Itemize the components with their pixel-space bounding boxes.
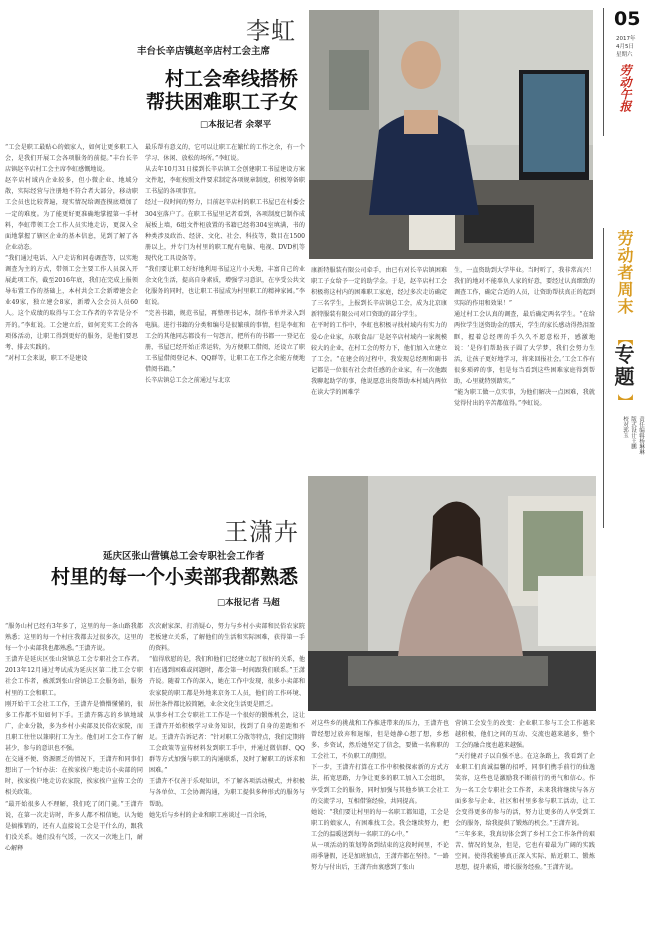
section-divider [603, 228, 604, 528]
article1-byline: □本报记者 余翠平 [200, 120, 272, 130]
credits [606, 416, 646, 516]
masthead-divider [603, 8, 604, 136]
article1-col2: 最乐帮有意义的，它可以让职工在繁忙的工作之余，有一个学习、休闲、放松的场所。”李虹说。 从去年10月31日接到长辛店镇工会创建职工书屋建设方案文件起，李虹按照文件要求制定各项规章制度，积极筹备职工书屋的各项事宜。 经过一段时间的努力，目前赵辛店村的职工书屋已在村委会304室落户了。在职工书屋里记者看到，各项制度已制作成展板上墙，6组文件柜放置的书籍已经将304室填满，书的种类涉及政治、经济、文化、社会、科技等，数目在1500册以上，并专门为村里的职工配有电脑、电视、DVD机等现代化工具设备等。 “我们要让职工好好地利用书屋这片小天地，丰富自己的业余文化生活，提高自身素质，增强学习意识，在享受公共文化服务的同时，也让职工书屋成为村里职工的精神家园。”李虹说。 “完善书籍，规范书屋，再整理书记本，制作书单并录入到电脑。进行书籍的分类和编号是很繁琐的事情，但是李虹和工会的其他同志都没有一句怨言，把所有的书都一一登记在册，书屋已经开始正常运转，为方便职工借阅，还设立了职工书屋借阅登记本、QQ群等，让职工在工作之余能方便地借阅书籍。” 长辛店镇总工会之前通过与北京 [145, 144, 305, 384]
article2-subtitle: 延庆区张山营镇总工会专职社会工作者 [103, 551, 265, 562]
article1-headline-line1: 村工会牵线搭桥 [164, 68, 298, 90]
article2-headline: 村里的每一个小卖部我都熟悉 [50, 566, 298, 588]
art-name: 王鹏 [630, 438, 636, 449]
page-number: 05 [614, 8, 641, 30]
paper-logo: 劳动午报 [618, 64, 632, 112]
article1-col3: 康新特服装有限公司牵手，由已有对长辛店镇困难职工子女给予一定的助学金。于是，赵辛店村工会积极将这村内的困难职工家庭，经过多次走访确定了三名学生，上报到长辛店镇总工会，成为北京康新特服装有限公司对口资助的部分学生。 在平时的工作中，李虹也积极寻找村域内有实力的爱心企业家，东联食品厂是赵辛店村域内一家规模较大的企业，在村工会的努力下，他们加入立建立了工会。“在建会的过程中，我发现总经理和副书记都是一位很有社会责任感的企业家，有一次他跟我聊起助学的事，他说愿意出资帮助本村域内两位在读大学的困难学 [311, 267, 447, 397]
date-line2: 4月5日 [616, 44, 634, 50]
article1-photo [309, 10, 593, 259]
proof-label: 校对 [622, 416, 628, 427]
bracket-open: 【 [615, 330, 634, 346]
article2-col2: 次次耐家深、打消疑心，努力与乡村小卖部和民俗农家院老板建立关系，了解他们的生活和实际困难，获得第一手的资料。 “值得欣慰的是，我们和他们已经建立起了很好的关系，他们在遇到困难或问题时，都会第一时间跟我们联系。”王潇卉说。随着工作的深入，她在工作中发现，很多小卖部和农家院的职工都是外地来京务工人员，他们的工作环境、居住条件都比较简陋，业余文化生活更是匮乏。 从事乡村工会专职社工工作是一个很好的锻炼机会，这让王潇卉开始积极学习业务知识，找到了自身的差距和不足。王潇卉告诉记者：“针对职工分散等特点，我们定期将工会政策等宣传材料发到职工手中，并通过微信群、QQ群等方式加强与职工的沟通联系，及时了解职工的诉求和困难。” 王潇卉不仅善于乐观知识，不了解各项活动模式，并积极与各单位、工会协调沟通，为职工提供多种形式的服务与帮助。 她先后与乡村的企业和职工座谈过一百余场， [149, 623, 305, 819]
proof-name: 郭玉 [622, 427, 628, 438]
article2-col1: “服务山村已经有3年多了，这里的每一条山路我都熟悉；这里的每一个村庄我都去过很多次，这里的每一个小卖部我也都熟悉。”王潇卉说。 王潇卉是延庆区张山营镇总工会专职社会工作者。2013年12月通过考试成为延庆区第二批工会专职社会工作者，被派到张山营镇总工会服务站，服务村里的工会和职工。 刚开始干工会社工工作，王潇卉是懵懵懂懂的，很多工作都不知如何下手。王潇卉陈志的乡镇地域广，企业分散，多为乡村小卖部及民俗农家院，而且职工往往以兼职打工为主。他们对工会工作了解甚少，参与的意识也不强。 在交通不便、资源匮乏的情况下，王潇卉和同事们想出了一个好办法：在挨家挨户地走访小卖部的同时，挨家挨户地走访农家院，挨家挨户宣传工会的相关政策。 “最开始很多人不理解，我们吃了闭门羹。”王潇卉说，在第一次走访时，许多人都不相信她，认为她是搞推销的，还有人直接说工会是干什么的，跟我们没关系。她们没有气馁，一次又一次地上门，耐心解释 [5, 623, 143, 852]
weekday: 星期六 [616, 52, 633, 58]
section-column [602, 228, 648, 528]
editor-name: 杨琳琳 [638, 438, 644, 455]
article1-subtitle: 丰台长辛店镇赵辛店村工会主席 [137, 46, 271, 57]
date-line1: 2017年 [616, 36, 636, 42]
article2-col4: 营镇工会发生的改变：企业职工参与工会工作越来越积极，他们之间的互动、交流也越来越多，整个工会的融合度也越来越强。 “天行健君子以自强不息。在这条路上，我看到了企业职工们真诚温馨的招呼，同事们携手前行的仙逸笑容，这些也是激励我不断前行的勇气和信心。作为一名工会专职社会工作者，未来我将继续与各方面多参与企业、社区和村里多参与职工活动，让工会变得更多的参与的活，努力让更多的人享受到工会的服务，给我提供了锻炼的机会。”王潇卉说。 “三年多来，我真切体会到了乡村工会工作条件的艰苦、情况的复杂，但是，它也有着最为广阔的实践空间。使得我能够真正深入实际、贴近职工、锻炼思想，提升素质，增长服务经验。”王潇卉说。 [455, 720, 595, 872]
masthead [600, 8, 648, 128]
bracket-close: 】 [615, 394, 634, 410]
section-title: 劳动者周末 [615, 230, 634, 315]
article1-name: 李虹 [246, 17, 296, 45]
art-label: 版式设计 [630, 416, 636, 438]
article2-photo [308, 476, 596, 711]
article1-col1: “工会是职工最贴心的娘家人，如何让更多职工入会，是我们开展工会各项服务的前提。”丰台长辛店镇赵辛店村工会主席李虹感慨地说。 赵辛店村域内企业较多，但小微企业、地域分散，实际经营与注册地不符合者大部分，移动职工会员也比较普遍，现实情况给调查摸底增加了一定的难度。为了能更好更准确地掌握第一手材料，李虹带领工会工作人员实地走访，更深入全面地掌握了辖区企业的基本信息，见到了解了各企业动态。 “我们通过电话、入户走访和问卷调查等，以实地调查为主的方式，带领工会主要工作人员深入开展此项工作，截至2016年底，我们在完成上报领导布置工作的基础上，本村共会工会新增建会企业49家，独立建会8家，新增入会会员人员60人。这个成绩的取得与工会工作者的辛苦是分不开的。”李虹说。工会建立后，如何充实工会的各项体活动，让职工得到更好的服务，是他们要思考、排去实践的。 “对村工会来说，职工不是建设 [5, 144, 138, 362]
article1-headline-line2: 帮扶困难职工子女 [145, 91, 298, 113]
article1-col4: 生，一直资助到大学毕业。当时听了，我非常高兴！我们的地对不能辜负人家的好意，要经过认真细致的调查工作，确定合适的人员，让资助帮扶真正的起到实际的作用和效果！” 通过村工会认真的调查，最后确定两名学生。“在给两位学生送资助金的那天，学生的家长感动得热泪盈眶，握着总经理的手久久不愿意松开，感激地说：‘是你们帮助孩子圆了大学梦，我们会努力生活，让孩子更好地学习，将来回报社会。’工会工作有很多琐碎的事，但是每当看到这些困难家庭得到帮助，心里就特别踏实。” “能为职工做一点实事，为他们解决一点困难，我就觉得付出的辛苦都值得。”李虹说。 [454, 267, 595, 408]
editor-label: 责任编辑 [638, 416, 644, 438]
section-topic: 专题 [611, 344, 635, 388]
article2-byline: □本报记者 马超 [217, 598, 280, 608]
article2-col3: 对这些乡的挑战和工作推进带来的压力，王潇卉也曾经想过放弃和退缩，但是她静心想了想，乡愁多、乡资试，然后她坚定了信念，要做一名称职的工会社工，不负职工的期望。 下一步，王潇卉打算在工作中积极探索新的方式方法，拓宽思路，力争让更多的职工加入工会组织，享受到工会的服务，同时加强与其他乡镇工会社工的交流学习，互相借鉴经验，共同提高。 她说：“我们要让村里的每一名职工都知道，工会是职工的娘家人，有困难找工会。我会继续努力，把工会的温暖送到每一名职工的心中。” 从一项活动的策划筹备到结束的这段时间里，不论雨季暑假，还是加班加点，王潇卉都在坚持。“一路努力与付出后，王潇卉由衷感到了张山 [311, 720, 449, 872]
article2-name: 王潇卉 [224, 518, 299, 546]
